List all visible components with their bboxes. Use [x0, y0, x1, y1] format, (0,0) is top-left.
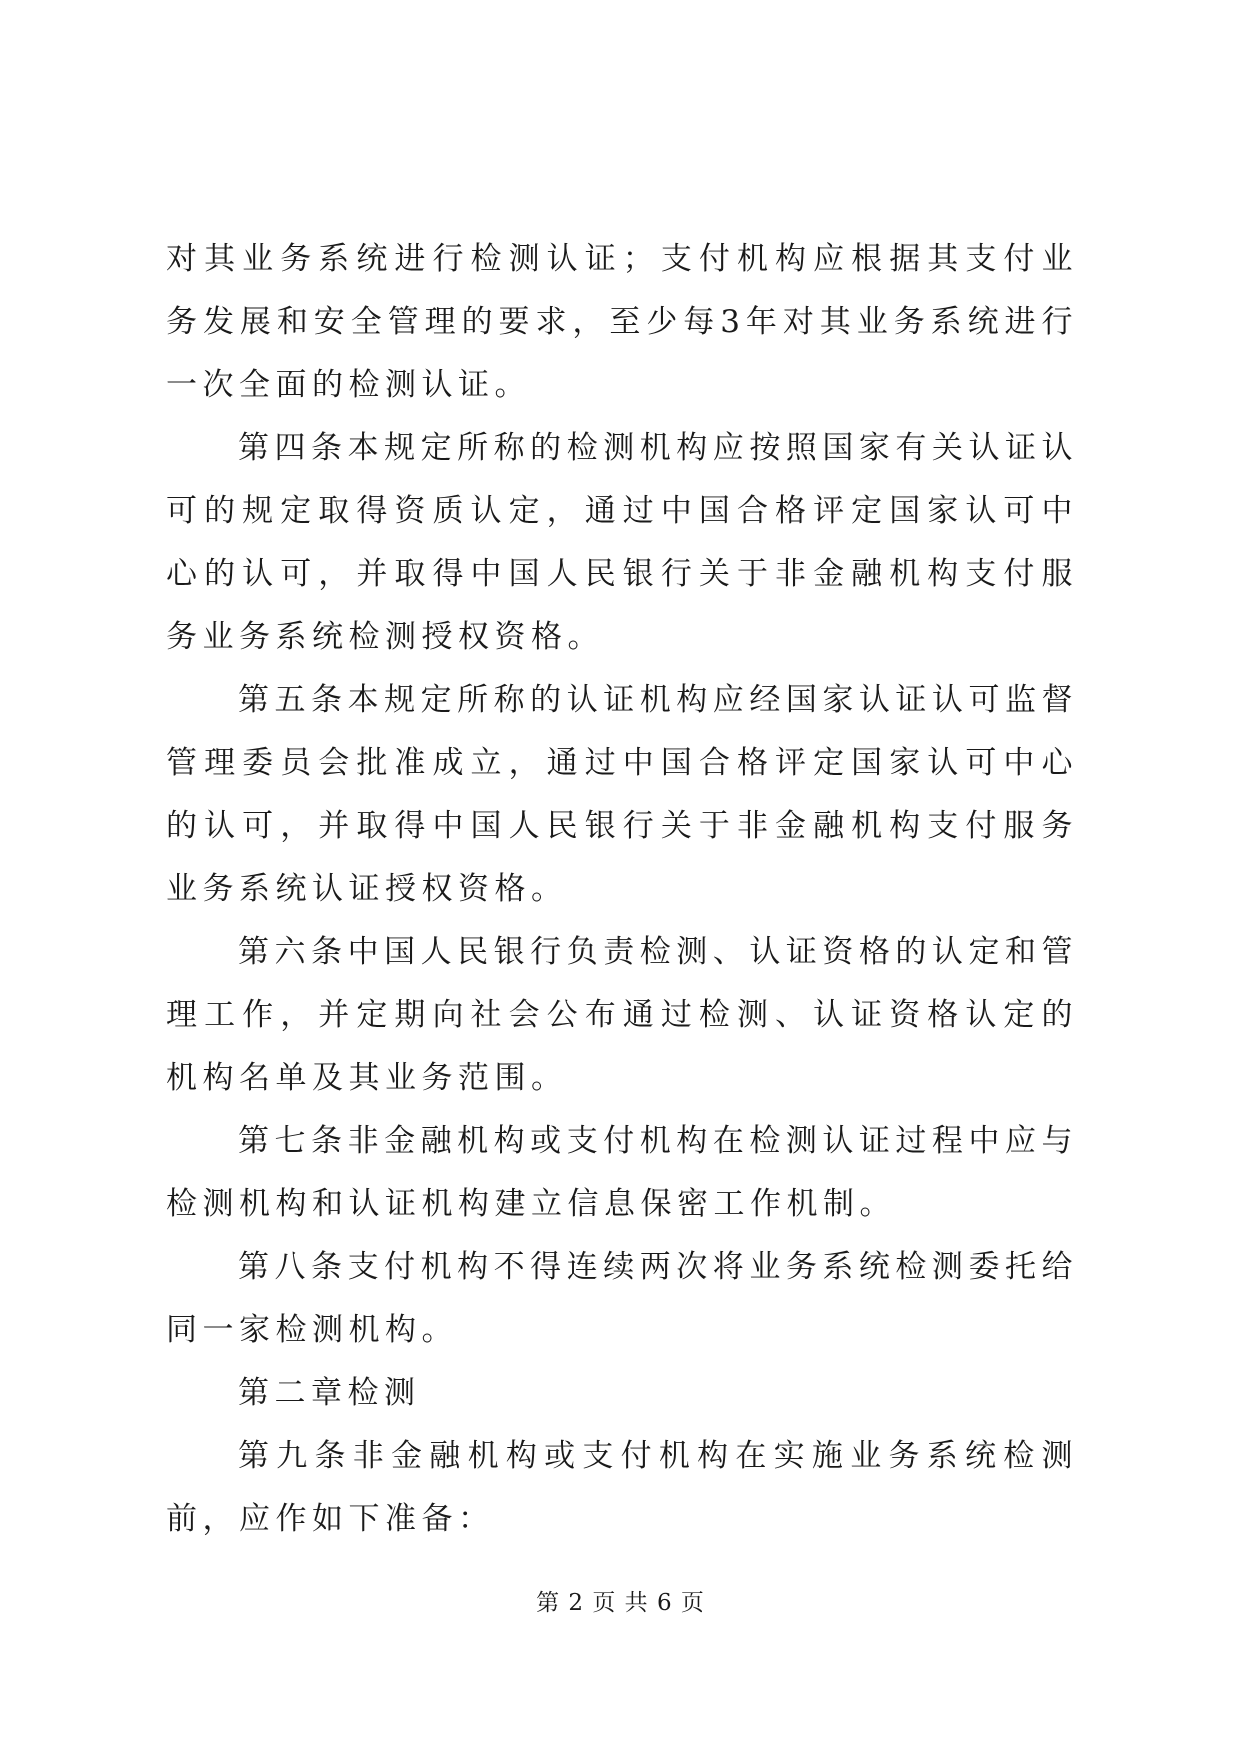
paragraph-article-4: 第四条本规定所称的检测机构应按照国家有关认证认可的规定取得资质认定，通过中国合格评定国家认可中心的认可，并取得中国人民银行关于非金融机构支付服务业务系统检测授权资格。 — [166, 430, 1078, 655]
document-body — [166, 228, 1078, 1551]
paragraph-article-8: 第八条支付机构不得连续两次将业务系统检测委托给同一家检测机构。 — [166, 1249, 1078, 1348]
paragraph-continuation: 对其业务系统进行检测认证；支付机构应根据其支付业务发展和安全管理的要求，至少每3年对其业务系统进行一次全面的检测认证。 — [166, 241, 1078, 403]
paragraph-article-6: 第六条中国人民银行负责检测、认证资格的认定和管理工作，并定期向社会公布通过检测、认证资格认定的机构名单及其业务范围。 — [166, 934, 1078, 1096]
chapter-heading: 第二章检测 — [238, 1375, 421, 1411]
paragraph-article-9: 第九条非金融机构或支付机构在实施业务系统检测前，应作如下准备： — [166, 1438, 1078, 1537]
paragraph-article-7: 第七条非金融机构或支付机构在检测认证过程中应与检测机构和认证机构建立信息保密工作机制。 — [166, 1123, 1078, 1222]
page-number-footer: 第 2 页 共 6 页 — [536, 1590, 705, 1616]
paragraph-article-5: 第五条本规定所称的认证机构应经国家认证认可监督管理委员会批准成立，通过中国合格评定国家认可中心的认可，并取得中国人民银行关于非金融机构支付服务业务系统认证授权资格。 — [166, 682, 1078, 907]
